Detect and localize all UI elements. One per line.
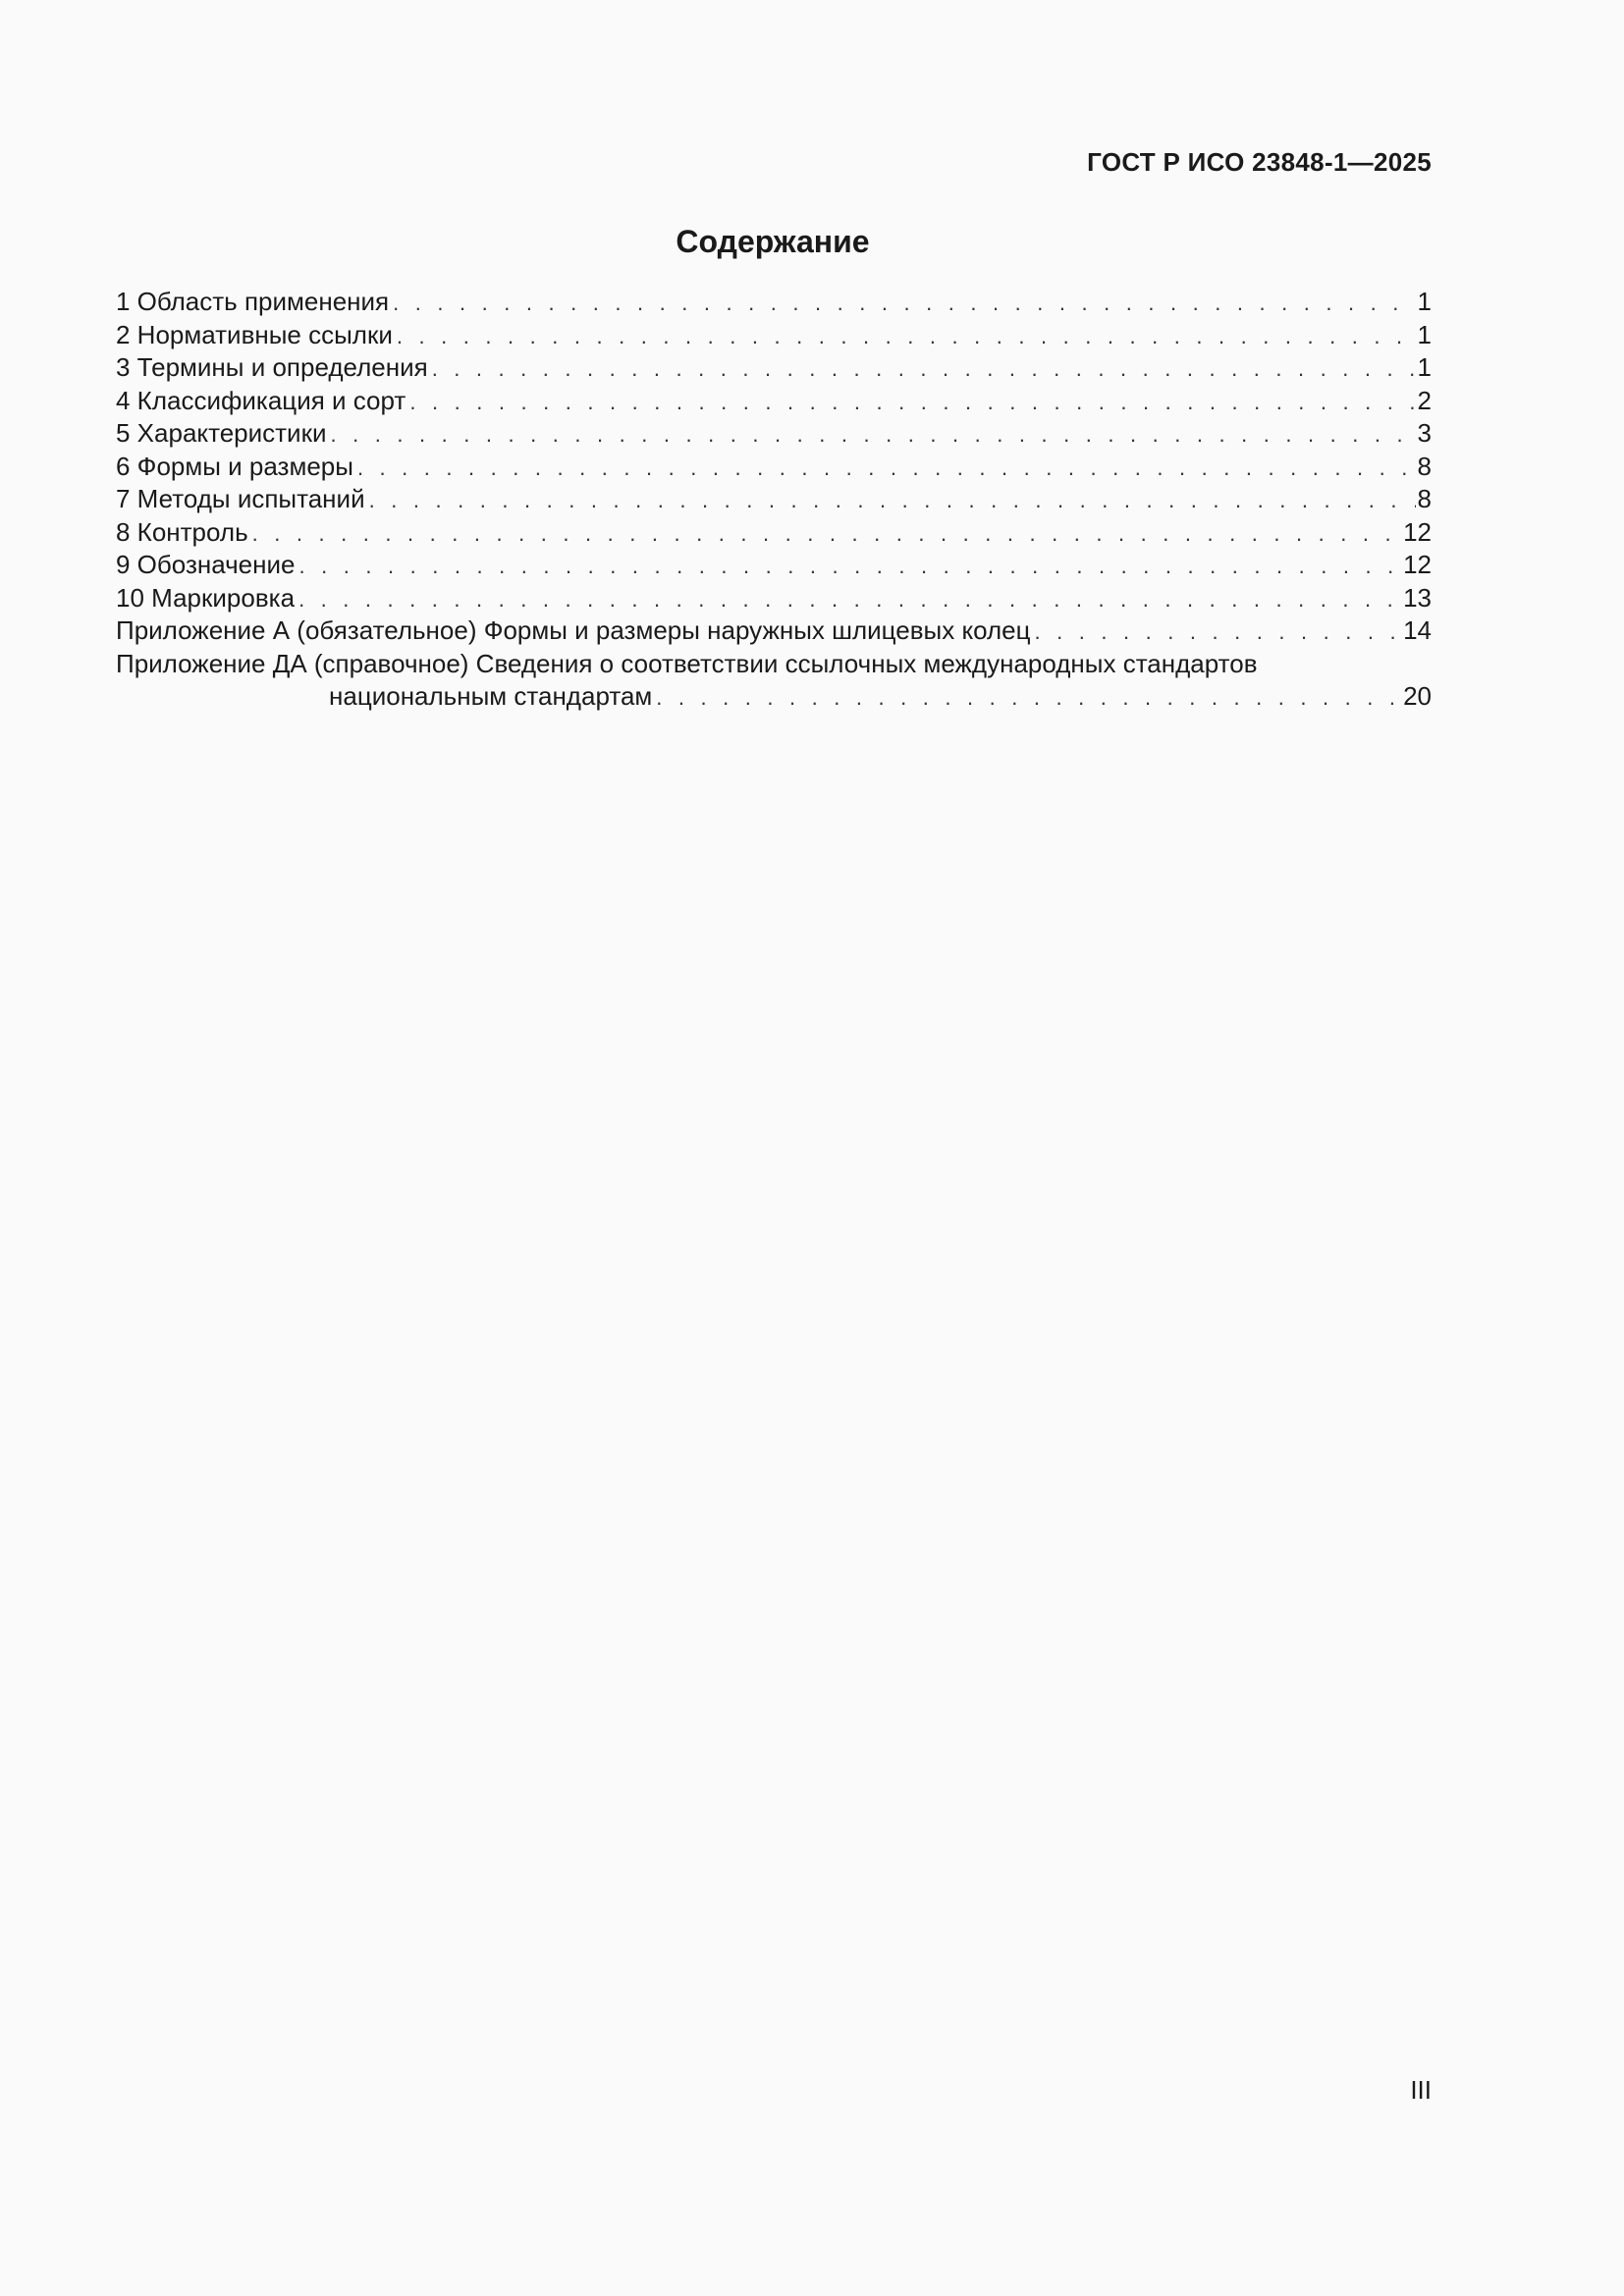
toc-leader-dots: [409, 386, 1415, 418]
toc-entry-label: 9 Обозначение: [116, 550, 296, 579]
toc-entry-page: 12: [1403, 550, 1432, 579]
toc-entry-designation[interactable]: [116, 549, 1432, 582]
toc-leader-dots: [432, 352, 1416, 385]
toc-entry-label: 6 Формы и размеры: [116, 451, 353, 481]
toc-entry-label: национальным стандартам: [329, 681, 653, 711]
toc-entry-page: 1: [1417, 287, 1432, 316]
toc-entry-page: 1: [1417, 352, 1432, 382]
toc-entry-label: 3 Термины и определения: [116, 352, 428, 382]
toc-leader-dots: [1035, 615, 1402, 648]
toc-entry-label: 10 Маркировка: [116, 582, 296, 613]
toc-title: Содержание: [676, 224, 870, 259]
toc-leader-dots: [298, 583, 1401, 615]
toc-entry-page: 1: [1417, 319, 1432, 349]
toc-entry-page: 2: [1417, 385, 1432, 415]
toc-entry-characteristics[interactable]: [116, 417, 1432, 451]
toc-entry-label: Приложение А (обязательное) Формы и размеры наружных шлицевых колец: [116, 615, 1031, 645]
toc-entry-label: 2 Нормативные ссылки: [116, 319, 393, 349]
toc-entry-marking[interactable]: [116, 582, 1432, 615]
toc-entry-page: 3: [1417, 418, 1432, 448]
document-code: ГОСТ Р ИСО 23848-1—2025: [1087, 147, 1432, 177]
toc-leader-dots: [252, 517, 1401, 550]
toc-entry-test-methods[interactable]: [116, 483, 1432, 516]
toc-entry-label: 1 Область применения: [116, 287, 390, 316]
toc-leader-dots: [357, 452, 1416, 484]
toc-entry-terms[interactable]: [116, 351, 1432, 385]
toc-entry-scope[interactable]: [116, 286, 1432, 319]
toc-entry-label: 5 Характеристики: [116, 418, 327, 448]
toc-entry-label: Приложение ДА (справочное) Сведения о соответствии ссылочных международных стандартов: [116, 648, 1258, 678]
toc-entry-control[interactable]: [116, 516, 1432, 550]
toc-entry-label: 7 Методы испытаний: [116, 484, 365, 513]
toc-entry-page: 8: [1417, 451, 1432, 481]
toc-entry-page: 14: [1403, 615, 1432, 645]
toc-entry-page: 13: [1403, 582, 1432, 613]
toc-entry-page: 20: [1403, 681, 1432, 711]
toc-leader-dots: [656, 681, 1401, 714]
toc-entry-page: 8: [1417, 484, 1432, 513]
toc-entry-appendix-da-continuation[interactable]: [116, 680, 1432, 714]
toc-leader-dots: [397, 320, 1416, 352]
toc-leader-dots: [369, 484, 1416, 516]
toc-entry-page: 12: [1403, 516, 1432, 547]
toc-leader-dots: [330, 418, 1415, 451]
toc-entry-shapes-dimensions[interactable]: [116, 451, 1432, 484]
toc-leader-dots: [298, 550, 1401, 582]
toc-entry-appendix-da[interactable]: [116, 648, 1432, 681]
toc-entry-label: 4 Классификация и сорт: [116, 385, 406, 415]
toc-leader-dots: [393, 287, 1415, 319]
toc-entry-classification[interactable]: [116, 385, 1432, 418]
table-of-contents: [116, 286, 1432, 714]
page-number: III: [1410, 2075, 1432, 2105]
toc-entry-label: 8 Контроль: [116, 516, 248, 547]
toc-entry-normative-references[interactable]: [116, 319, 1432, 352]
toc-entry-appendix-a[interactable]: [116, 614, 1432, 648]
